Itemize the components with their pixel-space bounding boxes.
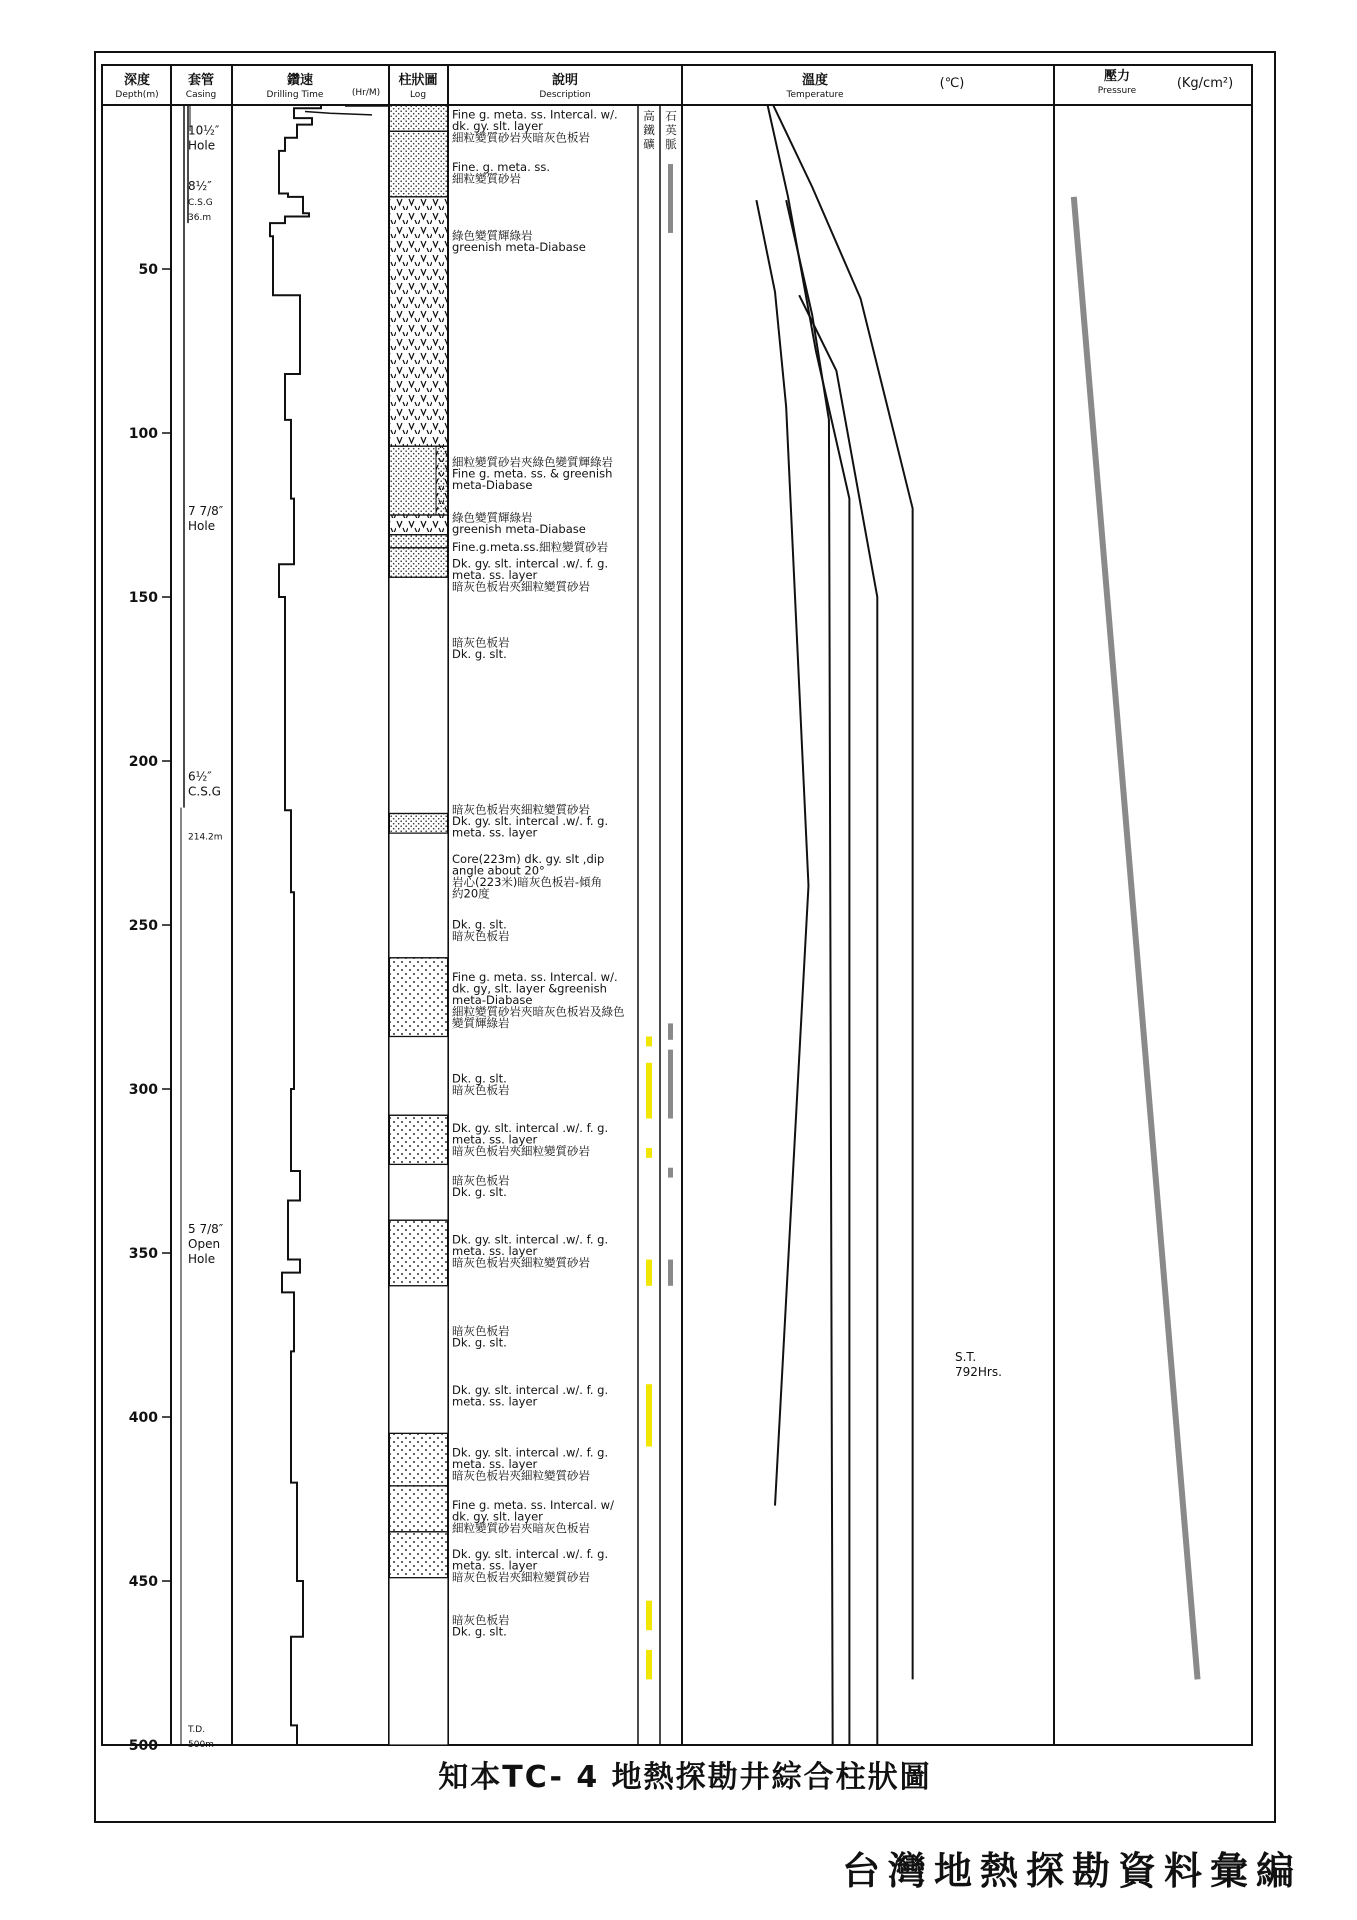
description-line: meta. ss. layer — [452, 1132, 538, 1147]
lithology-sandstone-dense — [389, 548, 448, 578]
depth-tick-label: 400 — [128, 1410, 158, 1426]
description-line: meta-Diabase — [452, 477, 533, 492]
header-depth-en: Depth(m) — [115, 90, 159, 100]
quartz-header-char: 石 — [665, 109, 677, 123]
table-frame — [102, 65, 1252, 1745]
lithology-sandstone — [389, 1433, 448, 1485]
header-log-zh: 柱狀圖 — [398, 73, 438, 88]
casing-column — [181, 105, 224, 1750]
description-line: Dk. gy. slt. intercal .w/. f. g. — [452, 556, 609, 571]
depth-tick-label: 450 — [128, 1574, 158, 1590]
description-line: 變質輝綠岩 — [452, 1015, 510, 1030]
lithology-diabase-inset — [436, 446, 448, 515]
description-line: Dk. g. slt. — [452, 1335, 507, 1350]
description-line: angle about 20° — [452, 863, 545, 878]
header-row — [115, 68, 1233, 100]
header-pressure-en: Pressure — [1097, 86, 1137, 96]
depth-tick-label: 350 — [128, 1246, 158, 1262]
casing-label: T.D. — [188, 1724, 206, 1735]
casing-label: C.S.G — [188, 198, 213, 209]
quartz-mark — [668, 1168, 673, 1178]
lithology-sandstone — [389, 958, 448, 1037]
shut-in-time-label: 792Hrs. — [955, 1365, 1002, 1380]
lithology-slate — [389, 1286, 448, 1434]
casing-label: C.S.G — [188, 784, 221, 799]
casing-label: 500m — [188, 1739, 214, 1750]
depth-tick-label: 500 — [128, 1738, 158, 1754]
hematite-header-char: 高 — [643, 109, 655, 123]
depth-tick-label: 300 — [128, 1082, 158, 1098]
description-line: 暗灰色板岩 — [452, 1612, 510, 1627]
description-line: 約20度 — [452, 886, 490, 901]
description-line: Dk. g. slt. — [452, 1071, 507, 1086]
hematite-mark — [646, 1384, 652, 1446]
description-column — [451, 107, 625, 1638]
outer-frame — [95, 52, 1275, 1822]
casing-label: Hole — [188, 138, 216, 153]
lithology-sandstone-dense — [389, 535, 448, 548]
quartz-mark — [668, 1050, 673, 1119]
description-line: meta. ss. layer — [452, 825, 538, 840]
description-line: Dk. gy. slt. intercal .w/. f. g. — [452, 1445, 609, 1460]
lithology-slate — [389, 1037, 448, 1116]
description-line: 暗灰色板岩夾細粒變質砂岩 — [452, 1143, 590, 1158]
casing-label: 36.m — [188, 213, 212, 224]
description-line: 暗灰色板岩 — [452, 1083, 510, 1098]
lithology-diabase — [389, 197, 448, 446]
hematite-header — [643, 109, 656, 151]
header-log-en: Log — [409, 90, 427, 100]
description-line: 暗灰色板岩夾細粒變質砂岩 — [452, 579, 590, 594]
description-line: meta. ss. layer — [452, 1394, 538, 1409]
lithology-slate — [389, 833, 448, 958]
description-line: Dk. gy. slt. intercal .w/. f. g. — [452, 814, 609, 829]
hematite-mark — [646, 1037, 652, 1047]
source-caption: 台灣地熱探勘資料彙編 — [841, 1849, 1302, 1893]
depth-axis — [129, 262, 171, 1754]
header-drilling-en: Drilling Time — [266, 90, 324, 100]
description-line: 暗灰色板岩 — [452, 1324, 510, 1339]
casing-label: 6½″ — [188, 769, 212, 784]
depth-tick-label: 200 — [128, 754, 158, 770]
lithology-sandstone — [389, 1115, 448, 1164]
lithology-slate — [389, 1578, 448, 1745]
page-title: 知本TC- 4 地熱探勘井綜合柱狀圖 — [438, 1760, 932, 1795]
pressure-column — [1074, 197, 1198, 1680]
lithology-diabase — [389, 515, 448, 535]
depth-tick-label: 250 — [128, 918, 158, 934]
hematite-mark — [646, 1601, 652, 1631]
quartz-mark — [668, 1260, 673, 1286]
header-pressure-unit: (Kg/cm²) — [1176, 76, 1234, 91]
description-line: 綠色變質輝綠岩 — [452, 510, 533, 525]
hematite-mark — [646, 1063, 652, 1119]
description-line: meta. ss. layer — [452, 1457, 538, 1472]
casing-label: 10½″ — [188, 123, 220, 138]
temperature-curve — [773, 105, 913, 1679]
casing-label: 8½″ — [188, 179, 212, 194]
header-temperature-zh: 溫度 — [801, 73, 829, 88]
description-line: Fine g. meta. ss. Intercal. w/ — [452, 1498, 614, 1512]
description-line: 暗灰色板岩夾細粒變質砂岩 — [452, 1570, 590, 1585]
temperature-column — [756, 105, 1002, 1745]
hematite-mark — [646, 1260, 652, 1286]
description-line: 細粒變質砂岩 — [452, 171, 521, 186]
description-line: 細粒變質砂岩夾暗灰色板岩及綠色 — [452, 1004, 625, 1019]
lithology-sandstone-dense — [389, 813, 448, 833]
lithology-sandstone — [389, 1220, 448, 1286]
description-line: dk. gy. slt. layer — [452, 118, 543, 133]
description-line: Fine g. meta. ss. Intercal. w/. — [452, 107, 618, 122]
description-line: 岩心(223米)暗灰色板岩-傾角 — [452, 874, 603, 889]
description-line: 暗灰色板岩 — [452, 928, 510, 943]
depth-tick-label: 100 — [128, 426, 158, 442]
casing-label: Open — [188, 1237, 221, 1252]
depth-tick-label: 150 — [128, 590, 158, 606]
description-line: 暗灰色板岩 — [452, 635, 510, 650]
header-casing-en: Casing — [185, 90, 217, 100]
column-dividers — [171, 65, 1054, 1745]
description-line: Fine.g.meta.ss.細粒變質砂岩 — [452, 540, 609, 555]
lithology-slate — [389, 577, 448, 813]
description-line: Dk. gy. slt. intercal .w/. f. g. — [452, 1383, 609, 1398]
depth-tick-label: 50 — [138, 262, 158, 278]
casing-label: Hole — [188, 1252, 216, 1267]
description-line: Dk. gy. slt. intercal .w/. f. g. — [452, 1232, 609, 1247]
drilling-time-column — [270, 105, 389, 1745]
casing-label: 7 7/8″ — [188, 503, 224, 518]
header-pressure-zh: 壓力 — [1103, 69, 1131, 84]
description-line: 暗灰色板岩夾細粒變質砂岩 — [452, 1255, 590, 1270]
casing-label: 214.2m — [188, 832, 223, 843]
description-line: 細粒變質砂岩夾暗灰色板岩 — [452, 130, 590, 145]
header-casing-zh: 套管 — [187, 73, 215, 88]
description-line: 細粒變質砂岩夾暗灰色板岩 — [452, 1521, 590, 1535]
description-line: 暗灰色板岩 — [452, 1173, 510, 1188]
temperature-curve — [799, 295, 877, 1745]
description-line: 暗灰色板岩夾細粒變質砂岩 — [452, 802, 590, 817]
description-line: 細粒變質砂岩夾綠色變質輝綠岩 — [452, 454, 613, 469]
temperature-curve — [756, 200, 808, 1505]
header-depth-zh: 深度 — [123, 73, 151, 88]
description-line: greenish meta-Diabase — [452, 522, 586, 537]
lithology-column — [389, 105, 448, 1745]
lithology-sandstone-dense — [389, 131, 448, 197]
description-line: Dk. gy. slt. intercal .w/. f. g. — [452, 1547, 609, 1562]
description-line: Dk. gy. slt. intercal .w/. f. g. — [452, 1120, 609, 1135]
description-line: Dk. g. slt. — [452, 1184, 507, 1199]
description-line: Dk. g. slt. — [452, 646, 507, 661]
pressure-line — [1074, 197, 1198, 1680]
lithology-sandstone — [389, 1532, 448, 1578]
description-line: Fine g. meta. ss. Intercal. w/. — [452, 969, 618, 984]
header-temperature-unit: (℃) — [939, 76, 965, 91]
header-description-en: Description — [539, 90, 591, 100]
description-line: Dk. g. slt. — [452, 917, 507, 932]
description-line: 暗灰色板岩夾細粒變質砂岩 — [452, 1468, 590, 1483]
hematite-header-char: 礦 — [643, 137, 655, 151]
hematite-mark — [646, 1148, 652, 1158]
quartz-header — [665, 109, 677, 151]
lithology-sandstone-dense — [389, 105, 448, 131]
lithology-sandstone — [389, 1486, 448, 1532]
casing-label: Hole — [188, 518, 216, 533]
header-description-zh: 說明 — [551, 73, 579, 88]
description-line: Fine g. meta. ss. & greenish — [452, 466, 613, 481]
description-line: Fine. g. meta. ss. — [452, 159, 551, 174]
quartz-mark — [668, 1023, 673, 1039]
hematite-header-char: 鐵 — [643, 123, 655, 137]
header-drilling-unit: (Hr/M) — [351, 88, 381, 98]
description-line: meta-Diabase — [452, 992, 533, 1007]
description-line: meta. ss. layer — [452, 1558, 538, 1573]
header-temperature-en: Temperature — [786, 90, 844, 100]
hematite-mark — [646, 1650, 652, 1680]
description-line: meta. ss. layer — [452, 1243, 538, 1258]
description-line: meta. ss. layer — [452, 568, 538, 583]
casing-label: 5 7/8″ — [188, 1222, 224, 1237]
quartz-header-char: 英 — [665, 123, 677, 137]
description-line: Core(223m) dk. gy. slt ,dip — [452, 851, 605, 866]
lithology-slate — [389, 1164, 448, 1220]
temperature-curve — [786, 200, 833, 1745]
description-line: Dk. g. slt. — [452, 1624, 507, 1639]
description-line: 綠色變質輝綠岩 — [452, 228, 533, 243]
header-drilling-zh: 鑽速 — [286, 73, 314, 88]
quartz-header-char: 脈 — [665, 137, 677, 151]
description-line: dk. gy. slt. layer — [452, 1509, 543, 1524]
quartz-mark — [668, 164, 673, 233]
drilling-time-curve — [270, 105, 321, 1745]
description-line: dk. gy, slt. layer &greenish — [452, 981, 607, 996]
drilling-time-spike — [305, 112, 372, 115]
shut-in-time-label: S.T. — [955, 1350, 977, 1365]
description-line: greenish meta-Diabase — [452, 240, 586, 255]
